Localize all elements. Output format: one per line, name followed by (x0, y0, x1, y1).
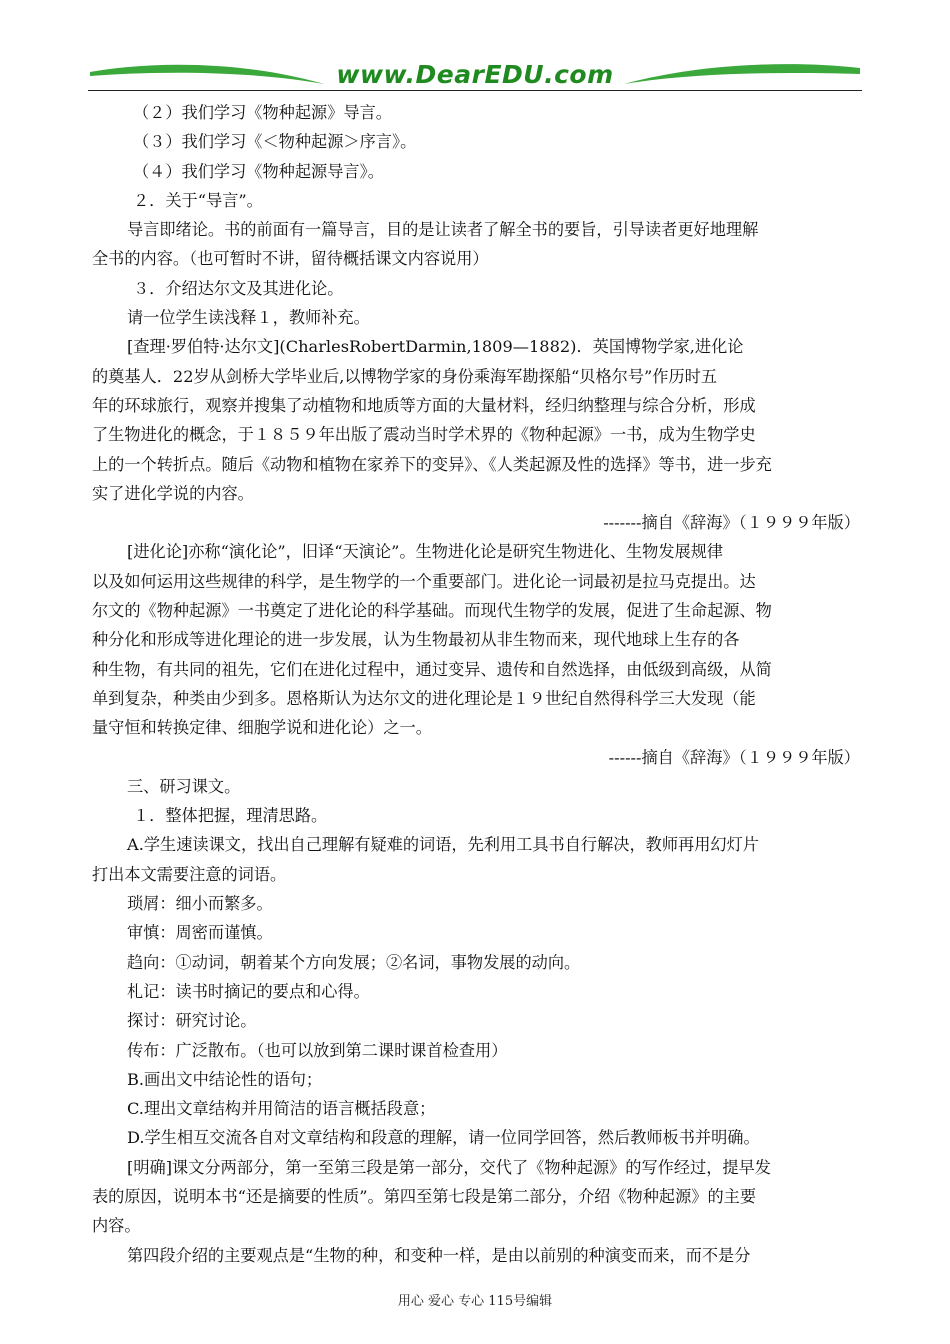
text-line: C.理出文章结构并用简洁的语言概括段意； (127, 1099, 436, 1119)
text-line: D.学生相互交流各自对文章结构和段意的理解，请一位同学回答，然后教师板书并明确。 (127, 1128, 760, 1148)
text-line: ３．介绍达尔文及其进化论。 (133, 278, 344, 298)
text-line: 探讨：研究讨论。 (127, 1011, 257, 1031)
text-line: （２）我们学习《物种起源》导言。 (133, 103, 392, 122)
text-line: （４）我们学习《物种起源导言》。 (133, 161, 384, 181)
text-line: 请一位学生读浅释１，教师补充。 (127, 308, 370, 328)
text-line: 趋向：①动词，朝着某个方向发展；②名词，事物发展的动向。 (127, 952, 581, 972)
text-line: 上的一个转折点。随后《动物和植物在家养下的变异》、《人类起源及性的选择》等书，进一步充 (92, 454, 772, 474)
text-line: 年的环球旅行，观察并搜集了动植物和地质等方面的大量材料，经归纳整理与综合分析，形成 (92, 395, 756, 415)
text-line: 单到复杂，种类由少到多。恩格斯认为达尔文的进化理论是１９世纪自然得科学三大发现（能 (92, 688, 756, 708)
text-line: A.学生速读课文，找出自己理解有疑难的词语，先利用工具书自行解决，教师再用幻灯片 (127, 835, 759, 855)
header-rule (88, 90, 862, 91)
page-footer: 用心 爱心 专心 115号编辑 (397, 1294, 553, 1309)
text-line: （３）我们学习《＜物种起源＞序言》。 (133, 132, 417, 152)
document-body (92, 98, 860, 1270)
text-line: 种生物，有共同的祖先，它们在进化过程中，通过变异、遗传和自然选择，由低级到高级，从简 (92, 659, 772, 679)
text-line: -------摘自《辞海》（１９９９年版） (603, 513, 860, 533)
text-line: 琐屑：细小而繁多。 (127, 894, 273, 914)
text-line: 尔文的《物种起源》一书奠定了进化论的科学基础。而现代生物学的发展，促进了生命起源、物 (92, 601, 772, 621)
page-header (88, 58, 862, 94)
text-line: 表的原因，说明本书“还是摘要的性质”。第四至第七段是第二部分，介绍《物种起源》的主要 (92, 1186, 757, 1206)
text-line: 种分化和形成等进化理论的进一步发展，认为生物最初从非生物而来，现代地球上生存的各 (92, 630, 740, 650)
text-line: 以及如何运用这些规律的科学，是生物学的一个重要部门。进化论一词最初是拉马克提出。达 (92, 571, 756, 591)
site-logo: www.DearEDU.com (336, 60, 614, 89)
text-line: 导言即绪论。书的前面有一篇导言，目的是让读者了解全书的要旨，引导读者更好地理解 (127, 220, 759, 240)
text-line: B.画出文中结论性的语句； (127, 1069, 323, 1089)
text-line: 内容。 (92, 1216, 141, 1236)
text-line: [进化论]亦称“演化论”，旧译“天演论”。生物进化论是研究生物进化、生物发展规律 (127, 542, 724, 562)
text-line: 第四段介绍的主要观点是“生物的种，和变种一样，是由以前别的种演变而来，而不是分 (127, 1245, 751, 1265)
text-line: [查理·罗伯特·达尔文](CharlesRobertDarmin,1809—1882)．英国博物学家,进化论 (127, 337, 744, 357)
text-line: 传布：广泛散布。（也可以放到第二课时课首检查用） (127, 1040, 508, 1060)
text-line: 三、研习课文。 (127, 776, 241, 796)
text-line: ２．关于“导言”。 (133, 190, 263, 210)
text-line: 打出本文需要注意的词语。 (92, 864, 287, 884)
text-line: 审慎：周密而谨慎。 (127, 923, 273, 943)
text-line: 量守恒和转换定律、细胞学说和进化论）之一。 (92, 718, 432, 738)
text-line: 的奠基人．22岁从剑桥大学毕业后,以博物学家的身份乘海军勘探船“贝格尔号”作历时五 (92, 366, 718, 386)
text-line: [明确]课文分两部分，第一至第三段是第一部分，交代了《物种起源》的写作经过，提早发 (127, 1157, 771, 1177)
text-line: ------摘自《辞海》（１９９９年版） (608, 747, 860, 767)
text-line: 了生物进化的概念，于１８５９年出版了震动当时学术界的《物种起源》一书，成为生物学史 (92, 425, 756, 445)
text-line: 全书的内容。（也可暂时不讲，留待概括课文内容说用） (92, 249, 489, 269)
text-line: １．整体把握，理清思路。 (133, 806, 328, 826)
text-line: 实了进化学说的内容。 (92, 483, 254, 503)
text-line: 札记：读书时摘记的要点和心得。 (127, 981, 370, 1001)
